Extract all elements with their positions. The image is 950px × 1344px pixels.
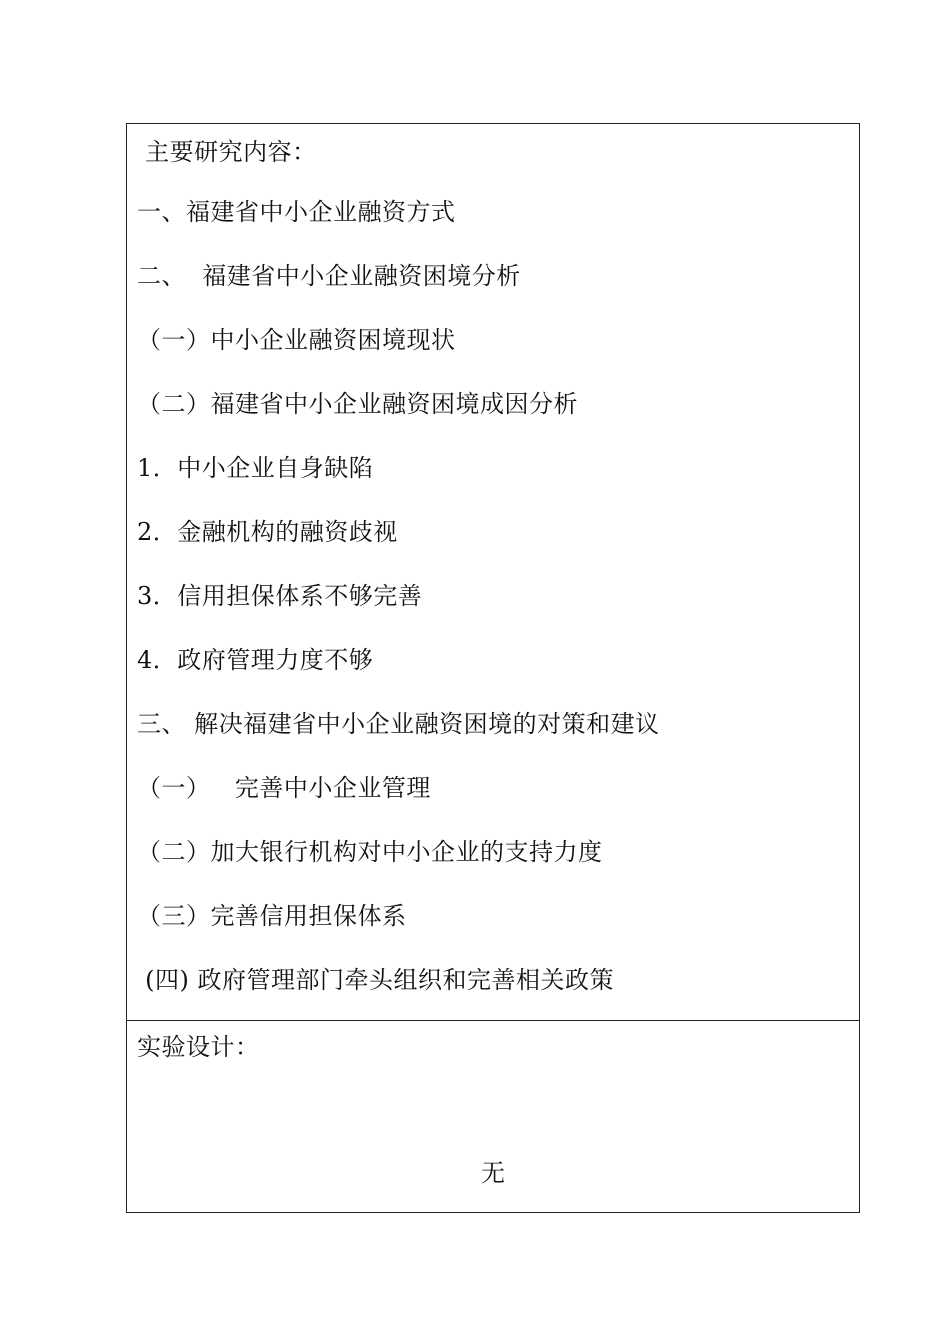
research-line: 4．政府管理力度不够: [137, 646, 374, 674]
document-table: [126, 123, 860, 1213]
research-line: 2．金融机构的融资歧视: [137, 518, 398, 546]
research-line: （三）完善信用担保体系: [137, 902, 407, 930]
experiment-heading: 实验设计：: [137, 1033, 260, 1061]
research-line: 1．中小企业自身缺陷: [137, 454, 374, 482]
research-line: （一） 完善中小企业管理: [137, 774, 431, 802]
experiment-content: 无: [481, 1159, 505, 1187]
research-line: 三、 解决福建省中小企业融资困境的对策和建议: [137, 710, 660, 738]
section-divider: [127, 1020, 859, 1021]
research-line: 二、 福建省中小企业融资困境分析: [137, 262, 521, 290]
research-line: （一）中小企业融资困境现状: [137, 326, 456, 354]
research-line: 3．信用担保体系不够完善: [137, 582, 423, 610]
research-line: (四) 政府管理部门牵头组织和完善相关政策: [137, 966, 614, 994]
research-line: （二）福建省中小企业融资困境成因分析: [137, 390, 578, 418]
research-line: （二）加大银行机构对中小企业的支持力度: [137, 838, 603, 866]
research-heading: 主要研究内容：: [137, 138, 317, 166]
research-line: 一、福建省中小企业融资方式: [137, 198, 456, 226]
